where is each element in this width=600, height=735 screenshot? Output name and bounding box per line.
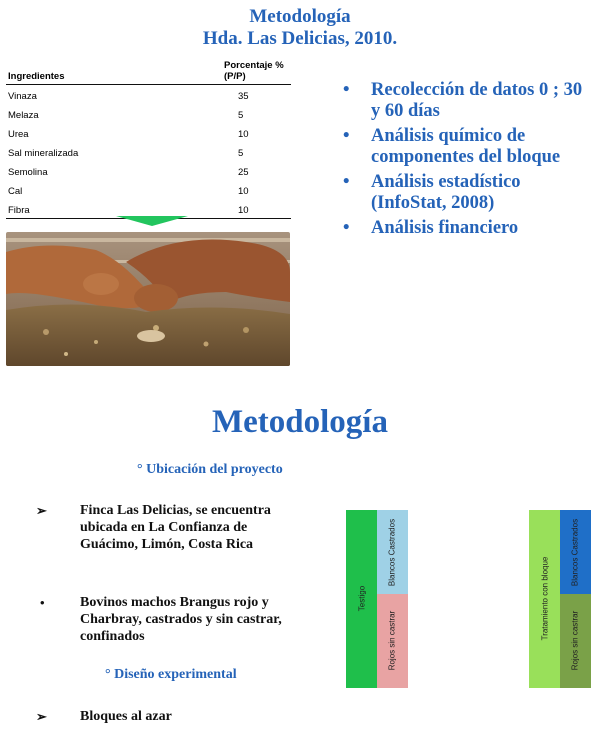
bullet-text: Análisis químico de componentes del bloque xyxy=(371,126,561,167)
row-name: Sal mineralizada xyxy=(8,148,79,159)
bullet-text: Recolección de datos 0 ; 30 y 60 días xyxy=(371,80,583,121)
design-diagram-control xyxy=(346,510,408,688)
slide1-title-line1: Metodología xyxy=(249,6,351,27)
bullet-item xyxy=(343,218,588,239)
row-value: 10 xyxy=(238,186,249,197)
control-label: Testigo xyxy=(357,585,367,612)
round-bullet-icon: • xyxy=(40,595,45,610)
design-diagram-treatment xyxy=(529,510,591,688)
row-value: 25 xyxy=(238,167,249,178)
bullet-dot: • xyxy=(343,218,350,238)
treatment-label: Tratamiento con bloque xyxy=(540,556,550,641)
bullet-text: Análisis financiero xyxy=(371,218,519,238)
bullet-dot: • xyxy=(343,126,350,146)
row-name: Urea xyxy=(8,129,29,140)
red-uncastrated-label: Rojos sin castrar xyxy=(570,610,580,671)
down-arrow-icon xyxy=(116,216,188,226)
row-value: 10 xyxy=(238,205,249,216)
bullet-text: Análisis estadístico (InfoStat, 2008) xyxy=(371,172,521,213)
item-blocks xyxy=(36,708,300,725)
row-name: Fibra xyxy=(8,205,30,216)
white-castrated-label: Blancos Castrados xyxy=(387,518,397,587)
section-location-heading: ° Ubicación del proyecto xyxy=(137,462,283,477)
item-cattle-text: Bovinos machos Brangus rojo y Charbray, castrados y sin castrar, confinados xyxy=(80,595,282,644)
row-value: 10 xyxy=(238,129,249,140)
item-location-text: Finca Las Delicias, se encuentra ubicada en La Confianza de Guácimo, Limón, Costa Rica xyxy=(80,503,271,552)
row-value: 5 xyxy=(238,110,244,121)
table-row xyxy=(6,85,291,104)
table-row xyxy=(6,161,291,180)
section-design-heading: ° Diseño experimental xyxy=(105,667,237,682)
arrow-bullet-icon: ➢ xyxy=(36,503,47,518)
slide1-title xyxy=(0,6,600,50)
row-name: Vinaza xyxy=(8,91,37,102)
cattle-illustration xyxy=(6,232,290,366)
row-name: Melaza xyxy=(8,110,39,121)
table-row xyxy=(6,142,291,161)
row-name: Semolina xyxy=(8,167,48,178)
table-row xyxy=(6,104,291,123)
bullet-item xyxy=(343,172,588,214)
arrow-bullet-icon: ➢ xyxy=(36,709,47,724)
slide1-title-line2: Hda. Las Delicias, 2010. xyxy=(202,28,398,49)
item-location xyxy=(36,502,305,553)
bullet-dot: • xyxy=(343,80,350,100)
item-cattle xyxy=(40,594,310,645)
bullet-item xyxy=(343,80,588,122)
header-percent: Porcentaje %(P/P) xyxy=(224,60,284,82)
row-value: 5 xyxy=(238,148,244,159)
slide2-title: Metodología xyxy=(212,404,388,440)
header-ingredient: Ingredientes xyxy=(8,71,65,82)
white-castrated-label: Blancos Castrados xyxy=(570,518,580,587)
red-uncastrated-label: Rojos sin castrar xyxy=(387,610,397,671)
table-row xyxy=(6,180,291,199)
cattle-photo xyxy=(6,232,290,366)
row-value: 35 xyxy=(238,91,249,102)
ingredients-table xyxy=(6,60,291,219)
item-blocks-text: Bloques al azar xyxy=(80,709,172,724)
bullet-dot: • xyxy=(343,172,350,192)
bullet-item xyxy=(343,126,588,168)
table-row xyxy=(6,123,291,142)
slide1-bullet-list xyxy=(343,80,588,243)
table-header xyxy=(6,60,291,85)
row-name: Cal xyxy=(8,186,23,197)
